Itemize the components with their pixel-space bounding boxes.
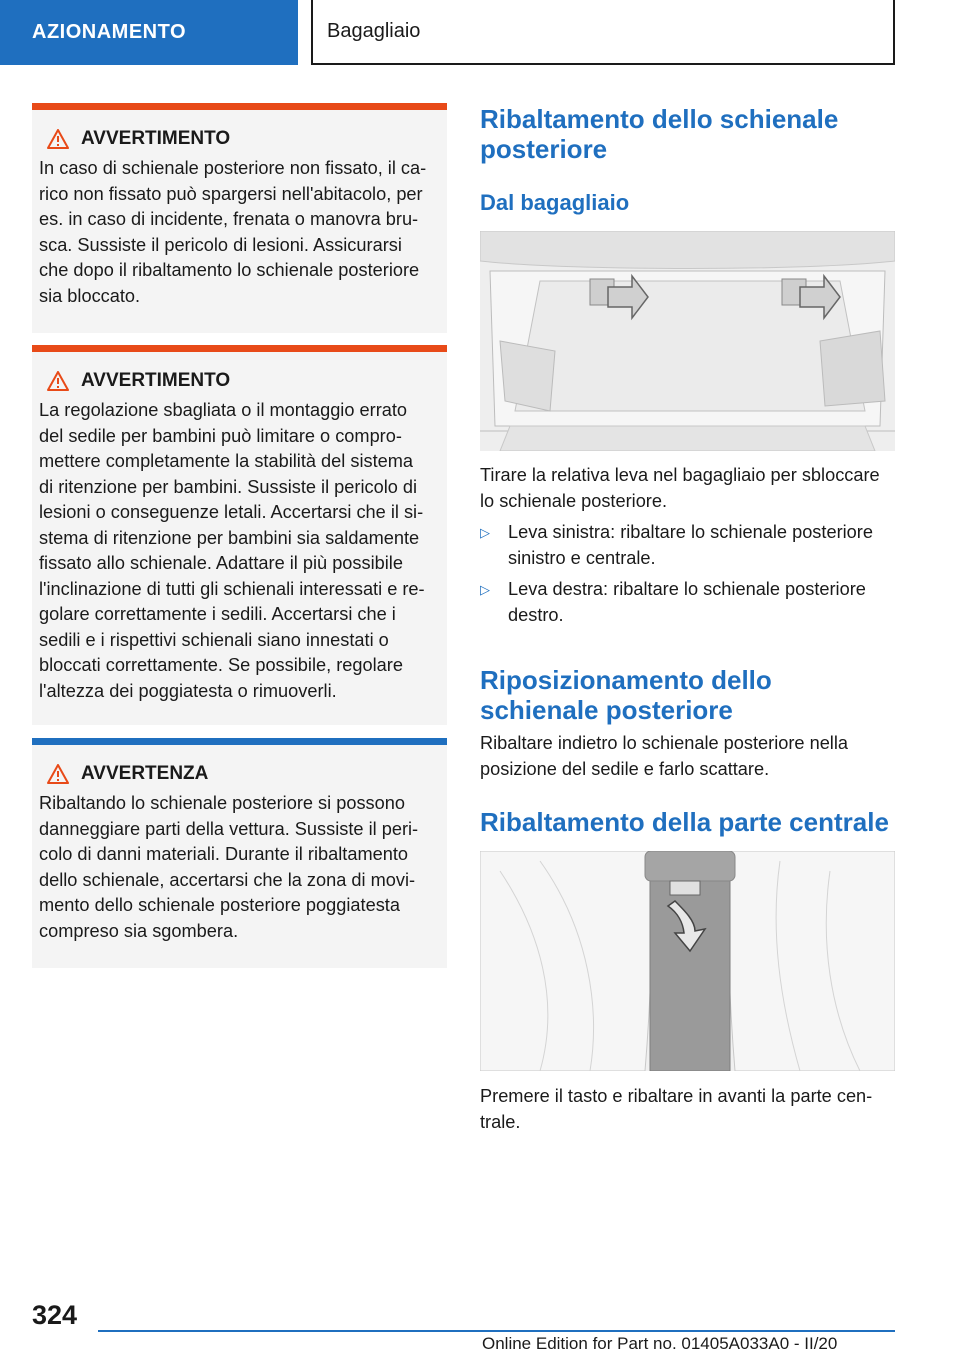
list-item: ▷ Leva destra: ribaltare lo schienale posteriore destro.: [480, 577, 896, 628]
center-backrest-illustration: [480, 851, 895, 1071]
fold-section-heading: Ribaltamento dello schienale posteriore: [480, 104, 839, 164]
warning-box-2: [32, 345, 447, 725]
edition-note: Online Edition for Part no. 01405A033A0 - II/20: [482, 1334, 838, 1353]
warning-heading: [47, 128, 440, 150]
list-item: ▷ Leva sinistra: ribaltare lo schienale posteriore sinistro e centrale.: [480, 520, 896, 571]
warning-title: AVVERTIMENTO: [81, 128, 231, 149]
trunk-illustration: [480, 231, 895, 451]
warning-box-1: [32, 103, 447, 333]
bullet-triangle-icon: ▷: [480, 525, 490, 540]
reposition-heading: Riposizionamento dello schienale posteriore: [480, 665, 772, 725]
chapter-title: Bagagliaio: [311, 0, 895, 65]
notice-text: Ribaltando lo schienale posteriore si possono danneggiare parti della vettura. Sussiste il peri- colo di danni materiali. Durante il ribaltamento dello schienale, accertarsi che la zona di movi- mento dello schienale posteriore poggiatesta compreso sia sgombera.: [39, 793, 419, 941]
bullet-list: [480, 520, 896, 628]
warning-title: AVVERTIMENTO: [81, 370, 231, 391]
warning-text: In caso di schienale posteriore non fissato, il ca- rico non fissato può spargersi nell'abitacolo, per es. in caso di incidente, frenata o manovra bru- sca. Sussiste il pericolo di lesioni. Assicurarsi che dopo il ribaltamento lo schienale posteriore sia bloccato.: [39, 158, 427, 306]
notice-title: AVVERTENZA: [81, 763, 209, 784]
notice-heading: [47, 763, 440, 785]
bullet-triangle-icon: ▷: [480, 582, 490, 597]
warning-triangle-icon: [47, 129, 69, 149]
section-tab: AZIONAMENTO: [0, 0, 298, 65]
footer-divider: [98, 1330, 895, 1332]
page-number: 324: [32, 1300, 78, 1330]
warning-heading: [47, 370, 440, 392]
center-section-heading: Ribaltamento della parte centrale: [480, 807, 889, 837]
warning-triangle-icon: [47, 764, 69, 784]
warning-triangle-icon: [47, 371, 69, 391]
from-trunk-heading: Dal bagagliaio: [480, 190, 630, 215]
warning-text: La regolazione sbagliata o il montaggio errato del sedile per bambini può limitare o compro- mettere completamente la stabilità del sistema di ritenzione per bambini. Sussiste il pericolo di lesioni o conseguenze letali. Accertarsi che il si- stema di ritenzione per bambini sia saldamente fissato allo schienale. Adattare il più possibile l'inclinazione di tutti gli schienali interessati e re- golare correttamente i sedili. Accertarsi che i sedili e i rispettivi schienali siano innestati o bloccati correttamente. Se possibile, regolare l'altezza dei poggiatesta o rimuoverli.: [39, 400, 425, 701]
from-trunk-text: Tirare la relativa leva nel bagagliaio per sbloccare lo schienale posteriore.: [480, 465, 880, 511]
center-text: Premere il tasto e ribaltare in avanti la parte cen- trale.: [480, 1086, 873, 1132]
notice-box: [32, 738, 447, 968]
reposition-text: Ribaltare indietro lo schienale posteriore nella posizione del sedile e farlo scattare.: [480, 733, 849, 779]
